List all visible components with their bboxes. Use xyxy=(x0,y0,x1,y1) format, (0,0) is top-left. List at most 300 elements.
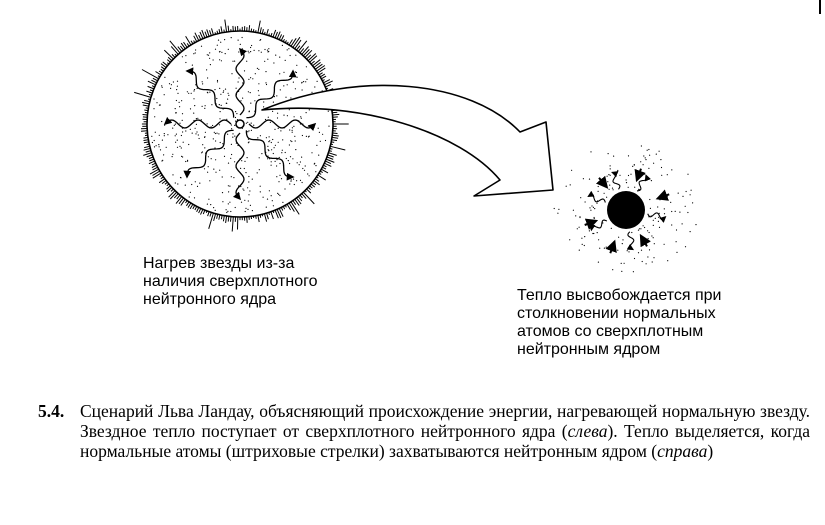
stipple-dot xyxy=(246,123,247,124)
stipple-dot xyxy=(634,164,635,165)
stipple-dot xyxy=(264,61,265,62)
stipple-dot xyxy=(215,210,216,211)
stipple-dot xyxy=(291,141,292,142)
stipple-dot xyxy=(294,116,295,117)
stipple-dot xyxy=(579,227,580,228)
stipple-dot xyxy=(655,218,656,219)
stipple-dot xyxy=(215,49,216,50)
stipple-dot xyxy=(610,168,611,169)
stipple-dot xyxy=(194,89,195,90)
stipple-dot xyxy=(319,132,320,133)
stipple-dot xyxy=(155,132,156,133)
stipple-dot xyxy=(302,182,303,183)
stipple-dot xyxy=(299,164,300,165)
stipple-dot xyxy=(293,82,294,83)
stipple-dot xyxy=(644,227,645,228)
stipple-dot xyxy=(244,168,245,169)
stipple-dot xyxy=(236,113,237,114)
stipple-dot xyxy=(183,142,184,143)
stipple-dot xyxy=(225,53,226,54)
stipple-dot xyxy=(274,96,275,97)
stipple-dot xyxy=(591,205,592,206)
stipple-dot xyxy=(557,213,558,214)
stipple-dot xyxy=(276,95,277,96)
stipple-dot xyxy=(579,250,580,251)
stipple-dot xyxy=(290,140,291,141)
stipple-dot xyxy=(671,169,672,170)
stipple-dot xyxy=(248,51,249,52)
stipple-dot xyxy=(249,190,250,191)
stipple-dot xyxy=(265,119,266,120)
caption-text xyxy=(80,401,810,461)
caption-part: ) xyxy=(707,441,714,461)
stipple-dot xyxy=(164,77,165,78)
stipple-dot xyxy=(229,202,230,203)
stipple-dot xyxy=(685,206,686,207)
stipple-dot xyxy=(228,95,229,96)
stipple-dot xyxy=(292,130,293,131)
stipple-dot xyxy=(248,200,249,201)
stipple-dot xyxy=(196,131,197,132)
stipple-dot xyxy=(223,92,224,93)
stipple-dot xyxy=(273,205,274,206)
stipple-dot xyxy=(589,179,590,180)
stipple-dot xyxy=(604,248,605,249)
stipple-dot xyxy=(218,40,219,41)
stipple-dot xyxy=(219,118,220,119)
stipple-dot xyxy=(692,202,693,203)
stipple-dot xyxy=(211,104,212,105)
stipple-dot xyxy=(322,134,323,135)
stipple-dot xyxy=(188,93,189,94)
stipple-dot xyxy=(234,161,235,162)
stipple-dot xyxy=(240,100,241,101)
stipple-dot xyxy=(193,98,194,99)
stipple-dot xyxy=(267,51,268,52)
stipple-dot xyxy=(594,218,595,219)
stipple-dot xyxy=(275,161,276,162)
stipple-dot xyxy=(202,151,203,152)
stipple-dot xyxy=(648,149,649,150)
stipple-dot xyxy=(177,183,178,184)
stipple-dot xyxy=(297,162,298,163)
stipple-dot xyxy=(207,77,208,78)
stipple-dot xyxy=(267,146,268,147)
stipple-dot xyxy=(166,147,167,148)
stipple-dot xyxy=(646,263,647,264)
stipple-dot xyxy=(293,126,294,127)
stipple-dot xyxy=(271,142,272,143)
stipple-dot xyxy=(215,133,216,134)
stipple-dot xyxy=(282,202,283,203)
stipple-dot xyxy=(231,73,232,74)
stipple-dot xyxy=(656,154,657,155)
stipple-dot xyxy=(248,91,249,92)
stipple-dot xyxy=(647,150,648,151)
stipple-dot xyxy=(271,161,272,162)
stipple-dot xyxy=(653,163,654,164)
stipple-dot xyxy=(608,174,609,175)
stipple-dot xyxy=(617,171,618,172)
stipple-dot xyxy=(276,176,277,177)
stipple-dot xyxy=(219,124,220,125)
stipple-dot xyxy=(266,84,267,85)
stipple-dot xyxy=(599,248,600,249)
stipple-dot xyxy=(255,73,256,74)
stipple-dot xyxy=(238,81,239,82)
stipple-dot xyxy=(286,158,287,159)
stipple-dot xyxy=(257,68,258,69)
stipple-dot xyxy=(643,164,644,165)
stipple-dot xyxy=(250,103,251,104)
stipple-dot xyxy=(156,145,157,146)
stipple-dot xyxy=(151,136,152,137)
stipple-dot xyxy=(250,47,251,48)
stipple-dot xyxy=(311,92,312,93)
stipple-dot xyxy=(278,128,279,129)
stipple-dot xyxy=(309,136,310,137)
stipple-dot xyxy=(294,74,295,75)
stipple-dot xyxy=(210,204,211,205)
stipple-dot xyxy=(213,138,214,139)
stipple-dot xyxy=(687,174,688,175)
stipple-dot xyxy=(287,49,288,50)
stipple-dot xyxy=(153,98,154,99)
stipple-dot xyxy=(235,117,236,118)
stipple-dot xyxy=(170,88,171,89)
stipple-dot xyxy=(278,181,279,182)
stipple-dot xyxy=(663,197,664,198)
stipple-dot xyxy=(224,156,225,157)
stipple-dot xyxy=(176,134,177,135)
stipple-dot xyxy=(242,98,243,99)
stipple-dot xyxy=(246,61,247,62)
stipple-dot xyxy=(643,225,644,226)
stipple-dot xyxy=(231,128,232,129)
stipple-dot xyxy=(643,155,644,156)
stipple-dot xyxy=(657,206,658,207)
stipple-dot xyxy=(252,210,253,211)
stipple-dot xyxy=(271,165,272,166)
stipple-dot xyxy=(628,187,629,188)
stipple-dot xyxy=(644,174,645,175)
stipple-dot xyxy=(592,233,593,234)
stipple-dot xyxy=(687,212,688,213)
stipple-dot xyxy=(159,146,160,147)
stipple-dot xyxy=(213,169,214,170)
stipple-dot xyxy=(236,88,237,89)
stipple-dot xyxy=(315,171,316,172)
stipple-dot xyxy=(263,101,264,102)
stipple-dot xyxy=(661,167,662,168)
stipple-dot xyxy=(219,104,220,105)
stipple-dot xyxy=(638,230,639,231)
stipple-dot xyxy=(209,58,210,59)
stipple-dot xyxy=(224,39,225,40)
stipple-dot xyxy=(621,263,622,264)
stipple-dot xyxy=(164,125,165,126)
stipple-dot xyxy=(245,208,246,209)
stipple-dot xyxy=(598,186,599,187)
stipple-dot xyxy=(247,122,248,123)
stipple-dot xyxy=(288,48,289,49)
stipple-dot xyxy=(204,168,205,169)
stipple-dot xyxy=(238,40,239,41)
stipple-dot xyxy=(569,239,570,240)
stipple-dot xyxy=(258,90,259,91)
stipple-dot xyxy=(221,105,222,106)
stipple-dot xyxy=(235,111,236,112)
stipple-dot xyxy=(597,232,598,233)
stipple-dot xyxy=(292,158,293,159)
stipple-dot xyxy=(316,145,317,146)
stipple-dot xyxy=(217,80,218,81)
stipple-dot xyxy=(277,193,278,194)
stipple-dot xyxy=(581,238,582,239)
stipple-dot xyxy=(289,183,290,184)
stipple-dot xyxy=(577,228,578,229)
stipple-dot xyxy=(190,108,191,109)
stipple-dot xyxy=(176,89,177,90)
stipple-dot xyxy=(658,221,659,222)
stipple-dot xyxy=(257,172,258,173)
stipple-dot xyxy=(638,252,639,253)
stipple-dot xyxy=(627,250,628,251)
stipple-dot xyxy=(659,227,660,228)
stipple-dot xyxy=(566,186,567,187)
stipple-dot xyxy=(228,163,229,164)
stipple-dot xyxy=(248,194,249,195)
stipple-dot xyxy=(675,211,676,212)
stipple-dot xyxy=(295,71,296,72)
left-label-line: наличия сверхплотного xyxy=(143,273,318,290)
stipple-dot xyxy=(230,158,231,159)
stipple-dot xyxy=(271,195,272,196)
stipple-dot xyxy=(248,130,249,131)
stipple-dot xyxy=(265,82,266,83)
stipple-dot xyxy=(235,207,236,208)
figure-caption xyxy=(38,401,810,461)
stipple-dot xyxy=(295,149,296,150)
stipple-dot xyxy=(659,199,660,200)
stipple-dot xyxy=(596,203,597,204)
stipple-dot xyxy=(216,98,217,99)
neutron-core xyxy=(607,191,645,229)
stipple-dot xyxy=(247,131,248,132)
stipple-dot xyxy=(182,113,183,114)
stipple-dot xyxy=(645,157,646,158)
stipple-dot xyxy=(661,175,662,176)
stipple-dot xyxy=(628,155,629,156)
stipple-dot xyxy=(287,115,288,116)
stipple-dot xyxy=(277,113,278,114)
stipple-dot xyxy=(267,50,268,51)
stipple-dot xyxy=(641,250,642,251)
stipple-dot xyxy=(261,153,262,154)
stipple-dot xyxy=(325,140,326,141)
stipple-dot xyxy=(621,271,622,272)
stipple-dot xyxy=(667,260,668,261)
atom-arrow xyxy=(641,236,647,246)
stipple-dot xyxy=(187,160,188,161)
stipple-dot xyxy=(300,161,301,162)
stipple-dot xyxy=(630,174,631,175)
stipple-dot xyxy=(247,187,248,188)
stipple-dot xyxy=(223,90,224,91)
stipple-dot xyxy=(289,109,290,110)
stipple-dot xyxy=(276,159,277,160)
atom-arrow xyxy=(610,242,614,253)
stipple-dot xyxy=(232,61,233,62)
stipple-dot xyxy=(177,93,178,94)
left-label-line: нейтронного ядра xyxy=(143,291,276,308)
stipple-dot xyxy=(307,173,308,174)
stipple-dot xyxy=(160,149,161,150)
stipple-dot xyxy=(219,88,220,89)
stipple-dot xyxy=(213,207,214,208)
stipple-dot xyxy=(285,60,286,61)
heat-wave-arrow xyxy=(612,172,620,189)
stipple-dot xyxy=(649,232,650,233)
stipple-dot xyxy=(219,59,220,60)
stipple-dot xyxy=(154,140,155,141)
stipple-dot xyxy=(193,90,194,91)
stipple-dot xyxy=(274,147,275,148)
stipple-dot xyxy=(294,184,295,185)
stipple-dot xyxy=(670,202,671,203)
stipple-dot xyxy=(604,193,605,194)
stipple-dot xyxy=(182,120,183,121)
stipple-dot xyxy=(163,154,164,155)
stipple-dot xyxy=(686,191,687,192)
stipple-dot xyxy=(220,142,221,143)
stipple-dot xyxy=(207,204,208,205)
stipple-dot xyxy=(229,186,230,187)
stipple-dot xyxy=(295,88,296,89)
stipple-dot xyxy=(199,138,200,139)
stipple-dot xyxy=(204,108,205,109)
stipple-dot xyxy=(315,165,316,166)
stipple-dot xyxy=(181,100,182,101)
stipple-dot xyxy=(232,137,233,138)
stipple-dot xyxy=(658,217,659,218)
stipple-dot xyxy=(172,156,173,157)
stipple-dot xyxy=(161,121,162,122)
stipple-dot xyxy=(311,152,312,153)
stipple-dot xyxy=(671,211,672,212)
stipple-dot xyxy=(232,133,233,134)
stipple-dot xyxy=(570,184,571,185)
stipple-dot xyxy=(269,140,270,141)
stipple-dot xyxy=(248,176,249,177)
stipple-dot xyxy=(589,230,590,231)
stipple-dot xyxy=(610,165,611,166)
stipple-dot xyxy=(175,124,176,125)
stipple-dot xyxy=(306,66,307,67)
stipple-dot xyxy=(205,105,206,106)
stipple-dot xyxy=(612,188,613,189)
stipple-dot xyxy=(575,215,576,216)
stipple-dot xyxy=(251,123,252,124)
stipple-dot xyxy=(226,209,227,210)
stipple-dot xyxy=(154,116,155,117)
stipple-dot xyxy=(272,139,273,140)
stipple-dot xyxy=(275,55,276,56)
stipple-dot xyxy=(676,229,677,230)
stipple-dot xyxy=(664,208,665,209)
stipple-dot xyxy=(202,81,203,82)
stipple-dot xyxy=(278,142,279,143)
stipple-dot xyxy=(172,174,173,175)
stipple-dot xyxy=(244,70,245,71)
stipple-dot xyxy=(682,223,683,224)
stipple-dot xyxy=(279,73,280,74)
stipple-dot xyxy=(198,134,199,135)
stipple-dot xyxy=(214,89,215,90)
stipple-dot xyxy=(282,139,283,140)
normal-star xyxy=(134,20,349,232)
stipple-dot xyxy=(238,77,239,78)
stipple-dot xyxy=(177,81,178,82)
stipple-dot xyxy=(302,82,303,83)
stipple-dot xyxy=(268,48,269,49)
stipple-dot xyxy=(268,117,269,118)
stipple-dot xyxy=(175,182,176,183)
stipple-dot xyxy=(180,177,181,178)
stipple-dot xyxy=(164,133,165,134)
stipple-dot xyxy=(279,163,280,164)
stipple-dot xyxy=(179,123,180,124)
stipple-dot xyxy=(260,135,261,136)
stipple-dot xyxy=(261,52,262,53)
stipple-dot xyxy=(328,111,329,112)
stipple-dot xyxy=(328,126,329,127)
stipple-dot xyxy=(626,182,627,183)
stipple-dot xyxy=(606,197,607,198)
stipple-dot xyxy=(252,179,253,180)
stipple-dot xyxy=(191,93,192,94)
stipple-dot xyxy=(314,86,315,87)
stipple-dot xyxy=(306,112,307,113)
stipple-dot xyxy=(282,150,283,151)
stipple-dot xyxy=(612,269,613,270)
stipple-dot xyxy=(289,144,290,145)
stipple-dot xyxy=(210,64,211,65)
stipple-dot xyxy=(219,170,220,171)
stipple-dot xyxy=(199,183,200,184)
stipple-dot xyxy=(241,202,242,203)
stipple-dot xyxy=(187,91,188,92)
stipple-dot xyxy=(177,86,178,87)
stipple-dot xyxy=(294,136,295,137)
stipple-dot xyxy=(306,79,307,80)
stipple-dot xyxy=(292,132,293,133)
stipple-dot xyxy=(234,125,235,126)
stipple-dot xyxy=(285,97,286,98)
stipple-dot xyxy=(573,210,574,211)
stipple-dot xyxy=(610,175,611,176)
stipple-dot xyxy=(671,224,672,225)
stipple-dot xyxy=(245,172,246,173)
stipple-dot xyxy=(250,77,251,78)
stipple-dot xyxy=(214,132,215,133)
stipple-dot xyxy=(571,170,572,171)
stipple-dot xyxy=(289,129,290,130)
stipple-dot xyxy=(295,140,296,141)
stipple-dot xyxy=(211,158,212,159)
stipple-dot xyxy=(179,146,180,147)
heat-wave-arrow xyxy=(628,232,634,250)
